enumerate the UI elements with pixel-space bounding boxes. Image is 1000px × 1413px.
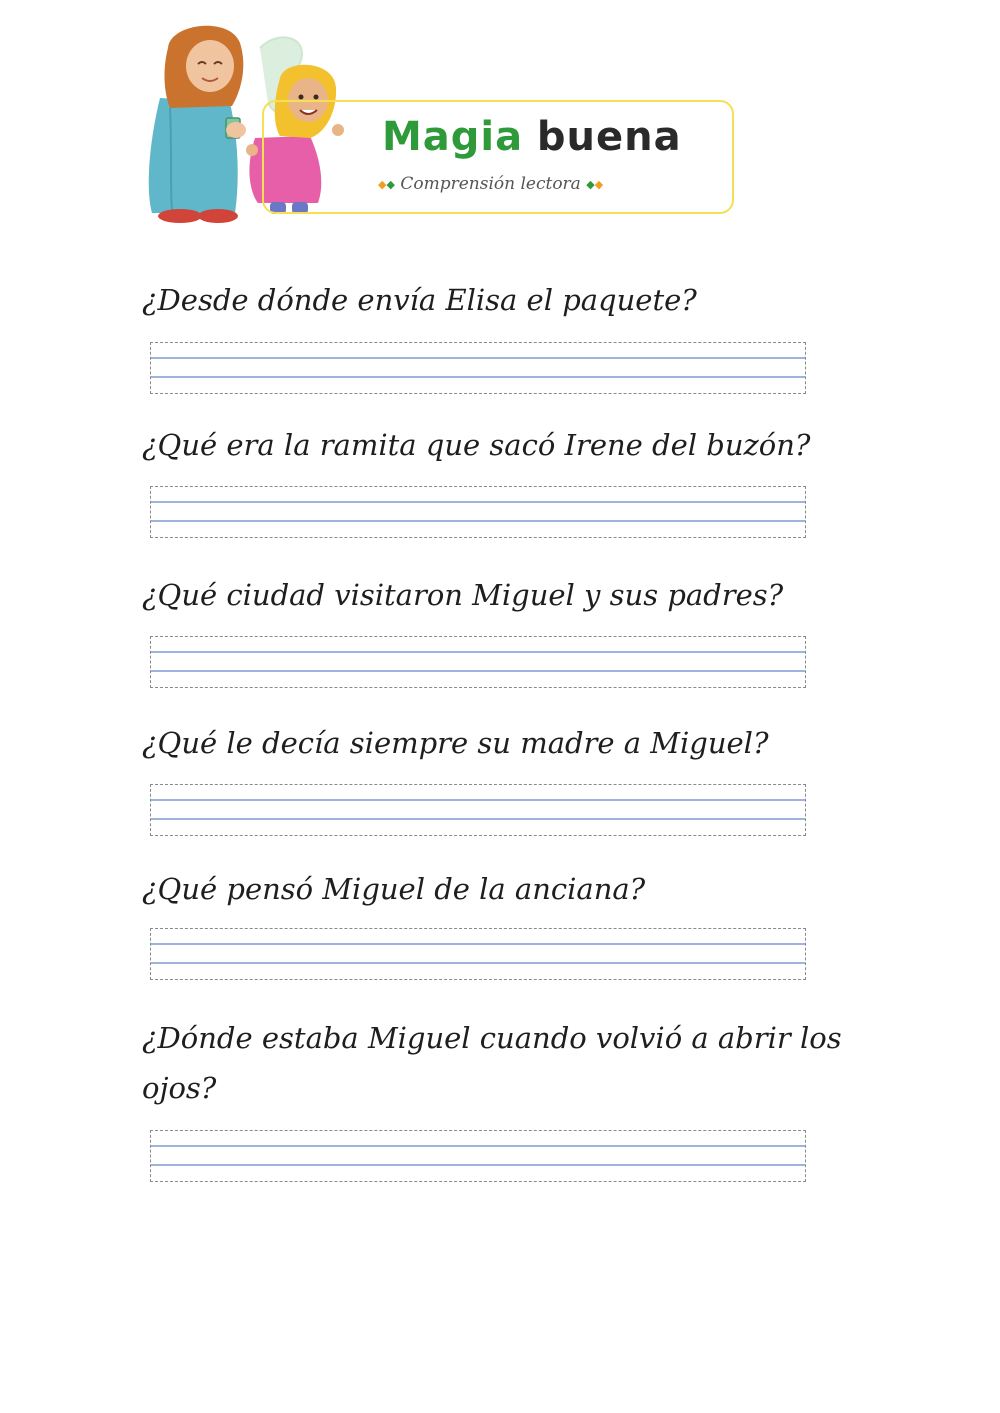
question-text: ¿Dónde estaba Miguel cuando volvió a abrir los ojos? — [142, 1021, 842, 1105]
answer-lines[interactable] — [150, 486, 806, 538]
answer-rule — [151, 799, 805, 801]
answer-rule — [151, 818, 805, 820]
answer-rule — [151, 376, 805, 378]
question-text: ¿Qué le decía siempre su madre a Miguel? — [142, 726, 769, 760]
answer-lines[interactable] — [150, 342, 806, 394]
question-block — [142, 1013, 862, 1182]
title-word-buena: buena — [536, 114, 682, 160]
question-text: ¿Qué era la ramita que sacó Irene del buzón? — [142, 428, 811, 462]
worksheet-title — [382, 114, 682, 160]
answer-rule — [151, 962, 805, 964]
question-text: ¿Desde dónde envía Elisa el paquete? — [142, 283, 697, 317]
answer-lines[interactable] — [150, 784, 806, 836]
answer-rule — [151, 670, 805, 672]
diamond-icon: ◆ — [594, 178, 604, 191]
subtitle-text: Comprensión lectora — [400, 174, 581, 194]
question-block — [142, 864, 862, 980]
answer-lines[interactable] — [150, 1130, 806, 1182]
answer-rule — [151, 1145, 805, 1147]
diamond-icon: ◆ — [378, 178, 387, 191]
answer-rule — [151, 520, 805, 522]
answer-rule — [151, 943, 805, 945]
answer-rule — [151, 651, 805, 653]
question-text: ¿Qué pensó Miguel de la anciana? — [142, 872, 646, 906]
title-frame — [262, 100, 734, 214]
diamond-icon: ◆ — [386, 178, 395, 191]
answer-rule — [151, 501, 805, 503]
question-block — [142, 570, 862, 688]
diamond-icon: ◆ — [586, 178, 595, 191]
question-text: ¿Qué ciudad visitaron Miguel y sus padres? — [142, 578, 784, 612]
question-block — [142, 275, 862, 394]
answer-lines[interactable] — [150, 928, 806, 980]
answer-rule — [151, 1164, 805, 1166]
question-block — [142, 420, 862, 538]
title-word-magia: Magia — [382, 114, 524, 160]
answer-lines[interactable] — [150, 636, 806, 688]
worksheet-subtitle — [378, 174, 603, 194]
answer-rule — [151, 357, 805, 359]
question-block — [142, 718, 862, 836]
